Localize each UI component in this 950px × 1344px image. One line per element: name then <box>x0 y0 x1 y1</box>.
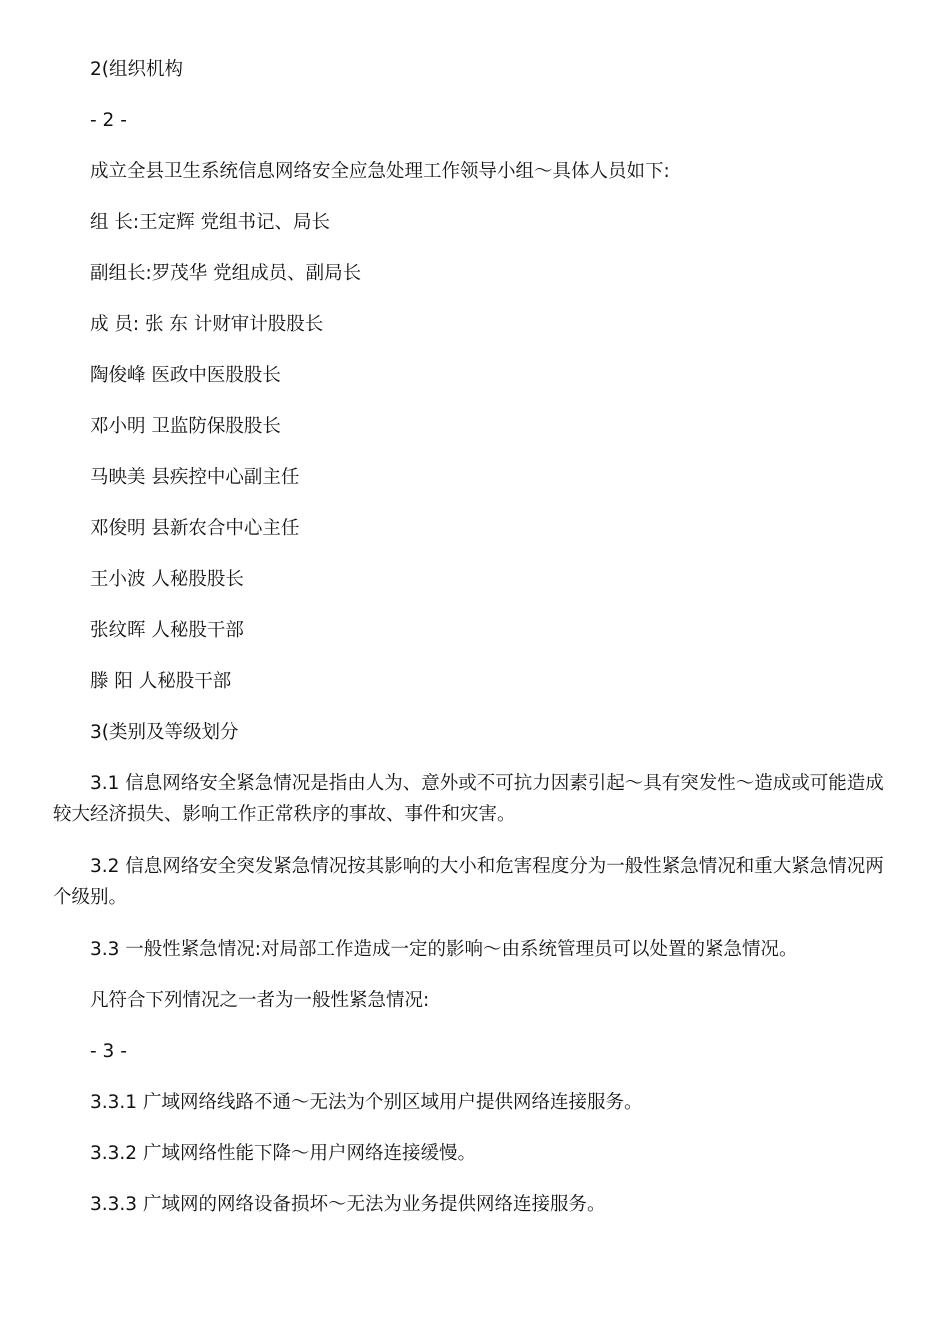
member-line: 组 长:王定辉 党组书记、局长 <box>90 212 330 233</box>
section-heading-classification: 3(类别及等级划分 <box>90 722 239 743</box>
list-item: 3.3.3 广域网的网络设备损坏～无法为业务提供网络连接服务。 <box>90 1194 606 1215</box>
paragraph: 3.1 信息网络安全紧急情况是指由人为、意外或不可抗力因素引起～具有突发性～造成或可能造成较大经济损失、影响工作正常秩序的事故、事件和灾害。 <box>53 773 884 825</box>
list-item: 3.3.1 广域网络线路不通～无法为个别区域用户提供网络连接服务。 <box>90 1092 643 1113</box>
paragraph: 3.2 信息网络安全突发紧急情况按其影响的大小和危害程度分为一般性紧急情况和重大紧急情况两个级别。 <box>53 856 884 908</box>
member-line: 成 员: 张 东 计财审计股股长 <box>90 314 324 335</box>
member-line: 王小波 人秘股股长 <box>90 569 244 590</box>
member-line: 张纹晖 人秘股干部 <box>90 620 244 641</box>
member-line: 滕 阳 人秘股干部 <box>90 671 232 692</box>
member-line: 邓俊明 县新农合中心主任 <box>90 518 300 539</box>
member-line: 邓小明 卫监防保股股长 <box>90 416 281 437</box>
section-heading-organization: 2(组织机构 <box>90 59 183 80</box>
paragraph: 3.3 一般性紧急情况:对局部工作造成一定的影响～由系统管理员可以处置的紧急情况。 <box>90 939 798 960</box>
page-number: - 3 - <box>90 1041 127 1062</box>
member-line: 马映美 县疾控中心副主任 <box>90 467 300 488</box>
member-line: 副组长:罗茂华 党组成员、副局长 <box>90 263 362 284</box>
member-line: 陶俊峰 医政中医股股长 <box>90 365 281 386</box>
page-number: - 2 - <box>90 110 127 131</box>
paragraph: 凡符合下列情况之一者为一般性紧急情况: <box>90 990 430 1011</box>
list-item: 3.3.2 广域网络性能下降～用户网络连接缓慢。 <box>90 1143 476 1164</box>
paragraph: 成立全县卫生系统信息网络安全应急处理工作领导小组～具体人员如下: <box>90 161 670 182</box>
